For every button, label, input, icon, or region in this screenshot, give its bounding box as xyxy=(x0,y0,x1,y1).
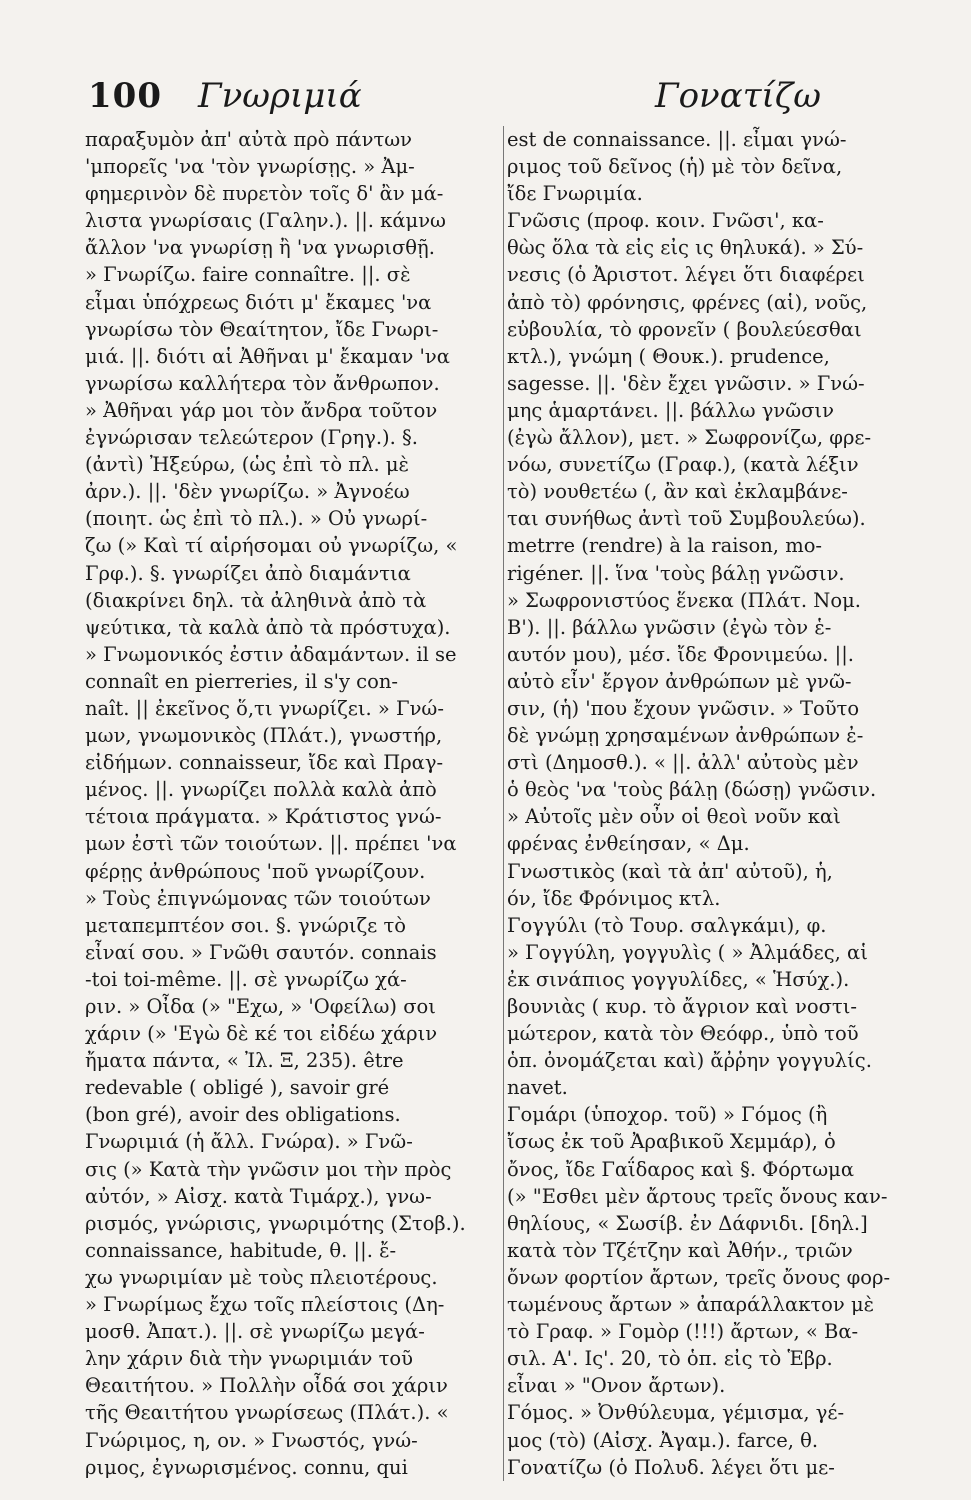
text-line: μεταπεμπτέον σοι. §. γνώριζε τὸ xyxy=(85,913,406,937)
text-line: connaissance, habitude, θ. ||. ἔ- xyxy=(85,1238,397,1262)
text-line: νόω, συνετίζω (Γραφ.), (κατὰ λέξιν xyxy=(507,453,859,477)
text-line: Γνωστικὸς (καὶ τὰ ἀπ' αὐτοῦ), ἡ, xyxy=(507,859,833,883)
text-line: σις (» Κατὰ τὴν γνῶσιν μοι τὴν πρὸς xyxy=(85,1157,452,1181)
text-line: εἶναι » "Ονον ἄρτων). xyxy=(507,1374,726,1398)
text-line: ὁπ. ὀνομάζεται καὶ) ἄῤῥην γογγυλίς. xyxy=(507,1049,872,1073)
text-line: Β'). ||. βάλλω γνῶσιν (ἐγὼ τὸν ἑ- xyxy=(507,615,832,639)
text-line: τῆς Θεαιτήτου γνωρίσεως (Πλάτ.). « xyxy=(85,1401,449,1425)
text-line: ριμος τοῦ δεῖνος (ἡ) μὲ τὸν δεῖνα, xyxy=(507,155,843,179)
text-line: φρένας ἐνθείησαν, « Δμ. xyxy=(507,832,750,856)
text-line: εὐβουλία, τὸ φρονεῖν ( βουλεύεσθαι xyxy=(507,317,862,341)
text-line: Θεαιτήτου. » Πολλὴν οἶδά σοι χάριν xyxy=(85,1374,448,1398)
text-line: » Αὐτοῖς μὲν οὖν οἱ θεοὶ νοῦν καὶ xyxy=(507,805,841,829)
text-line: ὄνος, ἴδε Γαΐδαρος καὶ §. Φόρτωμα xyxy=(507,1157,854,1181)
text-line: Γόμος. » Ὀνθύλευμα, γέμισμα, γέ- xyxy=(507,1401,845,1425)
text-line: redevable ( obligé ), savoir gré xyxy=(85,1076,390,1100)
text-line: Γνῶσις (προφ. κοιν. Γνῶσι', κα- xyxy=(507,209,824,233)
text-line: τὸ) νουθετέω (, ἂν καὶ ἐκλαμβάνε- xyxy=(507,480,848,504)
left-running-head: Γνωριμιά xyxy=(198,76,362,116)
text-line: χω γνωριμίαν μὲ τοὺς πλειοτέρους. xyxy=(85,1265,438,1289)
text-line: ψεύτικα, τὰ καλὰ ἀπὸ τὰ πρόστυχα). xyxy=(85,615,451,639)
text-line: αυτόν μου), μέσ. ἴδε Φρονιμεύω. ||. xyxy=(507,642,855,666)
text-line: αὐτόν, » Αἰσχ. κατὰ Τιμάρχ.), γνω- xyxy=(85,1184,432,1208)
text-line: τωμένους ἄρτων » ἀπαράλλακτον μὲ xyxy=(507,1293,875,1317)
text-line: ἐγνώρισαν τελεώτερον (Γρηγ.). §. xyxy=(85,426,419,450)
right-column xyxy=(503,126,925,1481)
text-line: στὶ (Δημοσθ.). « ||. ἀλλ' αὐτοὺς μὲν xyxy=(507,751,859,775)
text-line: rigéner. ||. ἵνα 'τοὺς βάλῃ γνῶσιν. xyxy=(507,561,845,585)
text-line: μων ἐστὶ τῶν τοιούτων. ||. πρέπει 'να xyxy=(85,832,457,856)
text-line: naît. || ἐκεῖνος ὅ,τι γνωρίζει. » Γνώ- xyxy=(85,696,444,720)
text-line: εἶμαι ὑπόχρεως διότι μ' ἔκαμες 'να xyxy=(85,290,432,314)
text-line: μοσθ. Ἀπατ.). ||. σὲ γνωρίζω μεγά- xyxy=(85,1320,425,1344)
text-line: » Ἀθῆναι γάρ μοι τὸν ἄνδρα τοῦτον xyxy=(85,398,438,422)
text-line: αὐτὸ εἶν' ἔργον ἀνθρώπων μὲ γνῶ- xyxy=(507,669,852,693)
text-line: φημερινὸν δὲ πυρετὸν τοῖς δ' ἂν μά- xyxy=(85,182,444,206)
text-line: (διακρίνει δηλ. τὰ ἀληθινὰ ἀπὸ τὰ xyxy=(85,588,427,612)
text-line: ὁ θεὸς 'να 'τοὺς βάλῃ (δώσῃ) γνῶσιν. xyxy=(507,778,877,802)
text-line: ἀρν.). ||. 'δὲν γνωρίζω. » Ἀγνοέω xyxy=(85,480,410,504)
text-line: ζω (» Καὶ τί αἱρήσομαι οὐ γνωρίζω, « xyxy=(85,534,458,558)
text-line: ἤματα πάντα, « Ἰλ. Ξ, 235). être xyxy=(85,1049,404,1073)
text-line: » Τοὺς ἐπιγνώμονας τῶν τοιούτων xyxy=(85,886,431,910)
text-line: μιά. ||. διότι αἱ Ἀθῆναι μ' ἔκαμαν 'να xyxy=(85,344,450,368)
text-line: θηλίους, « Σωσίβ. ἐν Δάφνιδι. [δηλ.] xyxy=(507,1211,868,1235)
text-line: σιν, (ἡ) 'που ἔχουν γνῶσιν. » Τοῦτο xyxy=(507,696,860,720)
text-line: (» "Εσθει μὲν ἄρτους τρεῖς ὄνους καν- xyxy=(507,1184,888,1208)
text-line: φέρῃς ἀνθρώπους 'ποῦ γνωρίζουν. xyxy=(85,859,426,883)
text-line: » Γνωρίμως ἔχω τοῖς πλείστοις (Δη- xyxy=(85,1293,445,1317)
text-line: Γνωριμιά (ἡ ἄλλ. Γνώρα). » Γνῶ- xyxy=(85,1130,413,1154)
text-line: ὄνων φορτίον ἄρτων, τρεῖς ὄνους φορ- xyxy=(507,1265,891,1289)
text-line: κτλ.), γνώμη ( Θουκ.). prudence, xyxy=(507,344,830,368)
text-line: γνωρίσω καλλήτερα τὸν ἄνθρωπον. xyxy=(85,371,440,395)
text-line: Γογγύλι (τὸ Τουρ. σαλγκάμι), φ. xyxy=(507,913,827,937)
text-line: » Γνωμονικός ἐστιν ἀδαμάντων. il se xyxy=(85,642,457,666)
text-line: -toi toi-même. ||. σὲ γνωρίζω χά- xyxy=(85,967,407,991)
text-line: τέτοια πράγματα. » Κράτιστος γνώ- xyxy=(85,805,442,829)
left-column xyxy=(85,126,480,1481)
text-line: ἴδε Γνωριμία. xyxy=(507,182,643,206)
text-line: Γρφ.). §. γνωρίζει ἀπὸ διαμάντια xyxy=(85,561,411,585)
page-header xyxy=(0,70,971,130)
text-line: χάριν (» 'Εγὼ δὲ κέ τοι εἰδέω χάριν xyxy=(85,1022,438,1046)
text-line: τὸ Γραφ. » Γομὸρ (!!!) ἄρτων, « Βα- xyxy=(507,1320,859,1344)
text-line: λιστα γνωρίσαις (Γαλην.). ||. κάμνω xyxy=(85,209,446,233)
text-line: μώτερον, κατὰ τὸν Θεόφρ., ὑπὸ τοῦ xyxy=(507,1022,859,1046)
text-line: » Σωφρονιστύος ἕνεκα (Πλάτ. Νομ. xyxy=(507,588,861,612)
text-line: ἴσως ἐκ τοῦ Ἀραβικοῦ Χεμμάρ), ὁ xyxy=(507,1130,836,1154)
text-line: ρισμός, γνώρισις, γνωριμότης (Στοβ.). xyxy=(85,1211,466,1235)
text-line: θὼς ὅλα τὰ εἰς εἰς ις θηλυκά). » Σύ- xyxy=(507,236,864,260)
text-line: 'μπορεῖς 'να 'τὸν γνωρίσῃς. » Ἀμ- xyxy=(85,155,415,179)
text-line: εἶναί σου. » Γνῶθι σαυτόν. connais xyxy=(85,940,437,964)
text-line: δὲ γνώμῃ χρησαμένων ἀνθρώπων ἐ- xyxy=(507,724,864,748)
text-line: ριμος, ἐγνωρισμένος. connu, qui xyxy=(85,1455,408,1479)
text-line: βουνιὰς ( κυρ. τὸ ἄγριον καὶ νοστι- xyxy=(507,995,857,1018)
text-line: κατὰ τὸν Τζέτζην καὶ Ἀθήν., τριῶν xyxy=(507,1238,853,1262)
right-running-head: Γονατίζω xyxy=(655,76,821,116)
text-line: παραξυμὸν ἀπ' αὐτὰ πρὸ πάντων xyxy=(85,128,412,151)
text-line: ριν. » Οἶδα (» "Εχω, » 'Οφείλω) σοι xyxy=(85,995,436,1018)
text-line: μων, γνωμονικὸς (Πλάτ.), γνωστήρ, xyxy=(85,724,443,748)
text-line: (ἐγὼ ἄλλον), μετ. » Σωφρονίζω, φρε- xyxy=(507,426,872,450)
text-line: Γονατίζω (ὁ Πολυδ. λέγει ὅτι με- xyxy=(507,1455,835,1479)
text-line: όν, ἴδε Φρόνιμος κτλ. xyxy=(507,886,721,910)
text-line: ται συνήθως ἀντὶ τοῦ Συμβουλεύω). xyxy=(507,507,866,531)
text-line: (ποιητ. ὡς ἐπὶ τὸ πλ.). » Οὐ γνωρί- xyxy=(85,507,428,531)
text-line: (bon gré), avoir des obligations. xyxy=(85,1103,401,1127)
text-line: νεσις (ὁ Ἀριστοτ. λέγει ὅτι διαφέρει xyxy=(507,263,865,287)
text-line: ἐκ σινάπιος γογγυλίδες, « Ἡσύχ.). xyxy=(507,967,850,991)
text-line: Γομάρι (ὑποχορ. τοῦ) » Γόμος (ἢ xyxy=(507,1103,828,1127)
text-line: navet. xyxy=(507,1076,568,1100)
text-line: εἰδήμων. connaisseur, ἴδε καὶ Πραγ- xyxy=(85,751,444,775)
text-line: connaît en pierreries, il s'y con- xyxy=(85,669,398,693)
text-line: metrre (rendre) à la raison, mo- xyxy=(507,534,823,558)
text-line: σιλ. Α'. Ις'. 20, τὸ ὁπ. εἰς τὸ Ἑβρ. xyxy=(507,1347,833,1371)
page-number: 100 xyxy=(88,76,162,116)
text-line: μος (τὸ) (Αἰσχ. Ἀγαμ.). farce, θ. xyxy=(507,1428,819,1452)
text-line: ἀπὸ τὸ) φρόνησις, φρένες (αἱ), νοῦς, xyxy=(507,290,868,314)
text-line: γνωρίσω τὸν Θεαίτητον, ἴδε Γνωρι- xyxy=(85,317,439,341)
text-line: Γνώριμος, η, ον. » Γνωστός, γνώ- xyxy=(85,1428,418,1452)
text-line: » Γογγύλη, γογγυλὶς ( » Ἀλμάδες, αἱ xyxy=(507,940,868,964)
text-line: ἄλλον 'να γνωρίσῃ ἢ 'να γνωρισθῇ. xyxy=(85,236,435,260)
text-line: (ἀντὶ) Ἠξεύρω, (ὡς ἐπὶ τὸ πλ. μὲ xyxy=(85,453,409,477)
text-line: μης ἁμαρτάνει. ||. βάλλω γνῶσιν xyxy=(507,398,834,422)
text-line: sagesse. ||. 'δὲν ἔχει γνῶσιν. » Γνώ- xyxy=(507,371,865,395)
text-line: λην χάριν διὰ τὴν γνωριμιάν τοῦ xyxy=(85,1347,413,1371)
text-line: μένος. ||. γνωρίζει πολλὰ καλὰ ἀπὸ xyxy=(85,778,437,802)
text-line: est de connaissance. ||. εἶμαι γνώ- xyxy=(507,128,847,151)
text-line: » Γνωρίζω. faire connaître. ||. σὲ xyxy=(85,263,411,287)
